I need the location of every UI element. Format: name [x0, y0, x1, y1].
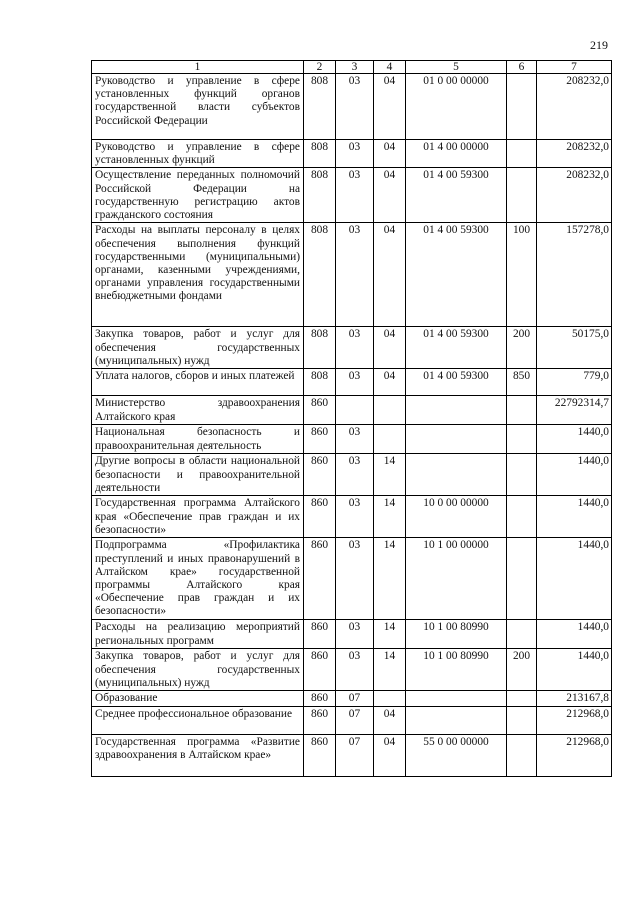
cell-admin: 808 [304, 369, 336, 396]
cell-amount: 1440,0 [537, 496, 612, 538]
cell-subsection: 14 [374, 496, 406, 538]
cell-section: 03 [336, 168, 374, 223]
cell-admin: 860 [304, 454, 336, 496]
cell-expense-type [507, 706, 537, 734]
cell-admin: 808 [304, 327, 336, 369]
cell-target [406, 691, 507, 706]
cell-amount: 779,0 [537, 369, 612, 396]
cell-amount: 208232,0 [537, 140, 612, 168]
cell-section: 07 [336, 734, 374, 776]
table-row [92, 396, 612, 425]
table-row [92, 369, 612, 396]
cell-name: Расходы на выплаты персоналу в целях обеспечения выполнения функций государственными (муниципальными) органами, казенными учреждениями, органами управления государственными внебюджетными фондами [92, 223, 304, 327]
cell-name: Руководство и управление в сфере установленных функций [92, 140, 304, 168]
cell-section: 03 [336, 620, 374, 649]
cell-admin: 860 [304, 496, 336, 538]
table-row [92, 223, 612, 327]
cell-name: Национальная безопасность и правоохранительная деятельность [92, 425, 304, 454]
cell-admin: 860 [304, 649, 336, 691]
cell-expense-type [507, 620, 537, 649]
cell-target: 01 4 00 59300 [406, 168, 507, 223]
cell-target: 01 4 00 59300 [406, 223, 507, 327]
cell-admin: 808 [304, 74, 336, 140]
cell-target [406, 396, 507, 425]
page-number: 219 [590, 38, 608, 52]
cell-expense-type [507, 496, 537, 538]
cell-section: 07 [336, 691, 374, 706]
column-header-5: 5 [406, 61, 507, 74]
table-row [92, 454, 612, 496]
cell-amount: 208232,0 [537, 74, 612, 140]
cell-subsection: 04 [374, 734, 406, 776]
cell-target [406, 706, 507, 734]
cell-admin: 860 [304, 706, 336, 734]
cell-expense-type: 200 [507, 327, 537, 369]
cell-amount: 212968,0 [537, 734, 612, 776]
cell-expense-type [507, 454, 537, 496]
cell-admin: 808 [304, 140, 336, 168]
cell-section: 03 [336, 538, 374, 620]
cell-amount: 22792314,7 [537, 396, 612, 425]
cell-name: Подпрограмма «Профилактика преступлений и иных правонарушений в Алтайском крае» государственной программы Алтайского края «Обеспечение прав граждан и их безопасности» [92, 538, 304, 620]
cell-section [336, 396, 374, 425]
cell-name: Руководство и управление в сфере установленных функций органов государственной власти субъектов Российской Федерации [92, 74, 304, 140]
cell-amount: 1440,0 [537, 425, 612, 454]
cell-target [406, 425, 507, 454]
cell-target: 01 0 00 00000 [406, 74, 507, 140]
cell-target: 10 1 00 00000 [406, 538, 507, 620]
cell-name: Закупка товаров, работ и услуг для обеспечения государственных (муниципальных) нужд [92, 327, 304, 369]
cell-name: Государственная программа «Развитие здравоохранения в Алтайском крае» [92, 734, 304, 776]
table-row [92, 496, 612, 538]
cell-subsection: 04 [374, 168, 406, 223]
cell-expense-type [507, 538, 537, 620]
cell-section: 03 [336, 649, 374, 691]
cell-subsection: 04 [374, 327, 406, 369]
table-row [92, 620, 612, 649]
cell-amount: 1440,0 [537, 649, 612, 691]
cell-section: 03 [336, 140, 374, 168]
column-header-1: 1 [92, 61, 304, 74]
cell-expense-type: 200 [507, 649, 537, 691]
cell-amount: 213167,8 [537, 691, 612, 706]
cell-section: 07 [336, 706, 374, 734]
table-row [92, 691, 612, 706]
table-row [92, 734, 612, 776]
cell-name: Расходы на реализацию мероприятий региональных программ [92, 620, 304, 649]
cell-target: 10 0 00 00000 [406, 496, 507, 538]
column-header-6: 6 [507, 61, 537, 74]
column-header-7: 7 [537, 61, 612, 74]
table-row [92, 140, 612, 168]
cell-name: Другие вопросы в области национальной безопасности и правоохранительной деятельности [92, 454, 304, 496]
cell-expense-type [507, 691, 537, 706]
cell-admin: 860 [304, 538, 336, 620]
table-row [92, 649, 612, 691]
cell-subsection: 04 [374, 369, 406, 396]
cell-expense-type [507, 74, 537, 140]
cell-amount: 208232,0 [537, 168, 612, 223]
cell-expense-type [507, 734, 537, 776]
cell-section: 03 [336, 369, 374, 396]
cell-subsection: 04 [374, 74, 406, 140]
table-row [92, 706, 612, 734]
cell-name: Государственная программа Алтайского края «Обеспечение прав граждан и их безопасности» [92, 496, 304, 538]
cell-admin: 860 [304, 734, 336, 776]
cell-target: 10 1 00 80990 [406, 649, 507, 691]
cell-subsection: 04 [374, 706, 406, 734]
cell-amount: 1440,0 [537, 538, 612, 620]
table-row [92, 168, 612, 223]
cell-section: 03 [336, 496, 374, 538]
cell-subsection [374, 425, 406, 454]
cell-admin: 860 [304, 620, 336, 649]
cell-admin: 808 [304, 168, 336, 223]
cell-target [406, 454, 507, 496]
cell-expense-type [507, 396, 537, 425]
cell-admin: 808 [304, 223, 336, 327]
cell-expense-type: 850 [507, 369, 537, 396]
table-body [92, 61, 612, 777]
cell-admin: 860 [304, 425, 336, 454]
cell-amount: 50175,0 [537, 327, 612, 369]
budget-table [91, 60, 612, 777]
cell-name: Среднее профессиональное образование [92, 706, 304, 734]
cell-target: 55 0 00 00000 [406, 734, 507, 776]
cell-section: 03 [336, 327, 374, 369]
cell-amount: 1440,0 [537, 620, 612, 649]
table-row [92, 74, 612, 140]
cell-expense-type [507, 425, 537, 454]
cell-admin: 860 [304, 691, 336, 706]
table-row [92, 425, 612, 454]
cell-section: 03 [336, 425, 374, 454]
table-row [92, 327, 612, 369]
cell-expense-type [507, 140, 537, 168]
cell-name: Осуществление переданных полномочий Российской Федерации на государственную регистрацию актов гражданского состояния [92, 168, 304, 223]
cell-target: 01 4 00 59300 [406, 327, 507, 369]
cell-expense-type: 100 [507, 223, 537, 327]
column-header-4: 4 [374, 61, 406, 74]
cell-subsection: 04 [374, 223, 406, 327]
cell-name: Министерство здравоохранения Алтайского края [92, 396, 304, 425]
cell-amount: 157278,0 [537, 223, 612, 327]
table-row [92, 538, 612, 620]
cell-subsection [374, 691, 406, 706]
cell-admin: 860 [304, 396, 336, 425]
cell-section: 03 [336, 454, 374, 496]
cell-target: 01 4 00 00000 [406, 140, 507, 168]
cell-name: Образование [92, 691, 304, 706]
cell-amount: 212968,0 [537, 706, 612, 734]
cell-target: 10 1 00 80990 [406, 620, 507, 649]
cell-subsection: 14 [374, 538, 406, 620]
cell-subsection: 14 [374, 454, 406, 496]
cell-subsection: 04 [374, 140, 406, 168]
cell-section: 03 [336, 74, 374, 140]
cell-name: Уплата налогов, сборов и иных платежей [92, 369, 304, 396]
cell-amount: 1440,0 [537, 454, 612, 496]
cell-section: 03 [336, 223, 374, 327]
cell-target: 01 4 00 59300 [406, 369, 507, 396]
cell-subsection: 14 [374, 649, 406, 691]
column-header-2: 2 [304, 61, 336, 74]
table-header-row [92, 61, 612, 74]
column-header-3: 3 [336, 61, 374, 74]
cell-subsection [374, 396, 406, 425]
cell-expense-type [507, 168, 537, 223]
cell-subsection: 14 [374, 620, 406, 649]
cell-name: Закупка товаров, работ и услуг для обеспечения государственных (муниципальных) нужд [92, 649, 304, 691]
